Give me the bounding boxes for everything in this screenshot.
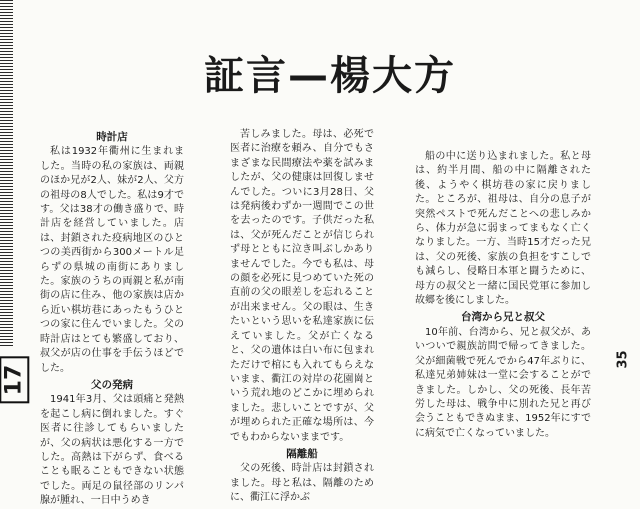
- section-heading: 時計店: [96, 131, 128, 143]
- body-paragraph: 1941年3月、父は頭痛と発熱を起こし病に倒れました。すぐ医者に往診してもらいましたが、父の病状は悪化する一方でした。高熱は下がらず、食べることも眠ることもできない状態でした。両足の鼠径部のリンパ腺が腫れ、一日中うめき: [40, 394, 184, 507]
- text-column-3: [415, 150, 591, 441]
- section-heading: 隔離船: [286, 447, 318, 460]
- section-heading: 台湾から兄と叔父: [461, 311, 545, 324]
- body-paragraph: 私は1932年衢州に生まれました。当時の私の家族は、両親のほか兄が2人、妹が2人、父方の祖母の8人でした。私は9才です。父は38才の働き盛りで、時計店を経営していました。店は、封鎖された疫病地区のひとつの美西街から300メートル足らずの県城の南街にありました。家族のうちの両親と私が南街の店に住み、他の家族は店から近い棋坊巷にあったもうひとつの家に住んでいました。父の時計店はとても繁盛しており、叔父が店の仕事を手伝うほどでした。: [40, 146, 184, 374]
- body-paragraph: 父の死後、時計店は封鎖されました。母と私は、隔離のために、衢江に浮かぶ: [230, 463, 374, 504]
- body-paragraph: 船の中に送り込まれました。私と母は、約半月間、船の中に隔離された後、ようやく棋坊巷の家に戻りました。ところが、祖母は、自分の息子が突然ペストで死んだことへの悲しみから、体力が急に弱まってまもなく亡くなりました。一方、当時15才だった兄は、父の死後、家族の負担をすこしでも減らし、侵略日本軍と闘うために、母方の叔父と一緒に国民党軍に参加し故郷を後にしました。: [415, 151, 591, 307]
- section-number-box: [0, 346, 28, 414]
- text-column-2: [230, 128, 374, 506]
- page-number: 35: [615, 350, 631, 369]
- section-number: 17: [0, 357, 29, 404]
- page-title: 証言—楊大方: [204, 53, 456, 99]
- body-paragraph: 苦しみました。母は、必死で医者に治療を頼み、自分でもさまざまな民間療法や薬を試みましたが、父の健康は回復しませんでした。ついに3月28日、父は発病後わずか一週間でこの世を去ったのです。子供だった私は、父が死んだことが信じられず母とともに泣き叫ぶしかありませんでした。今でも私は、母の顔を必死に見つめていた死の直前の父の眼差しを忘れることが出来ません。父の眼は、生きたいという思いを私達家族に伝えていました。父が亡くなると、父の遺体は白い布に包まれただけで棺にも入れてもらえないまま、衢江の対岸の花園崗という荒れ地のどこかに埋められました。悲しいことですが、父が埋められた正確な場所は、今でもわからないままです。: [230, 129, 374, 443]
- text-column-1: [40, 128, 184, 509]
- body-paragraph: 10年前、台湾から、兄と叔父が、あいついで親族訪問で帰ってきました。父が細菌戦で死んでから47年ぶりに、私達兄弟姉妹は一堂に会することができました。しかし、父の死後、長年苦労した母は、戦争中に別れた兄と再び会うこともできぬまま、1952年にすでに病気で亡くなっていました。: [415, 326, 591, 439]
- section-heading: 父の発病: [91, 378, 133, 391]
